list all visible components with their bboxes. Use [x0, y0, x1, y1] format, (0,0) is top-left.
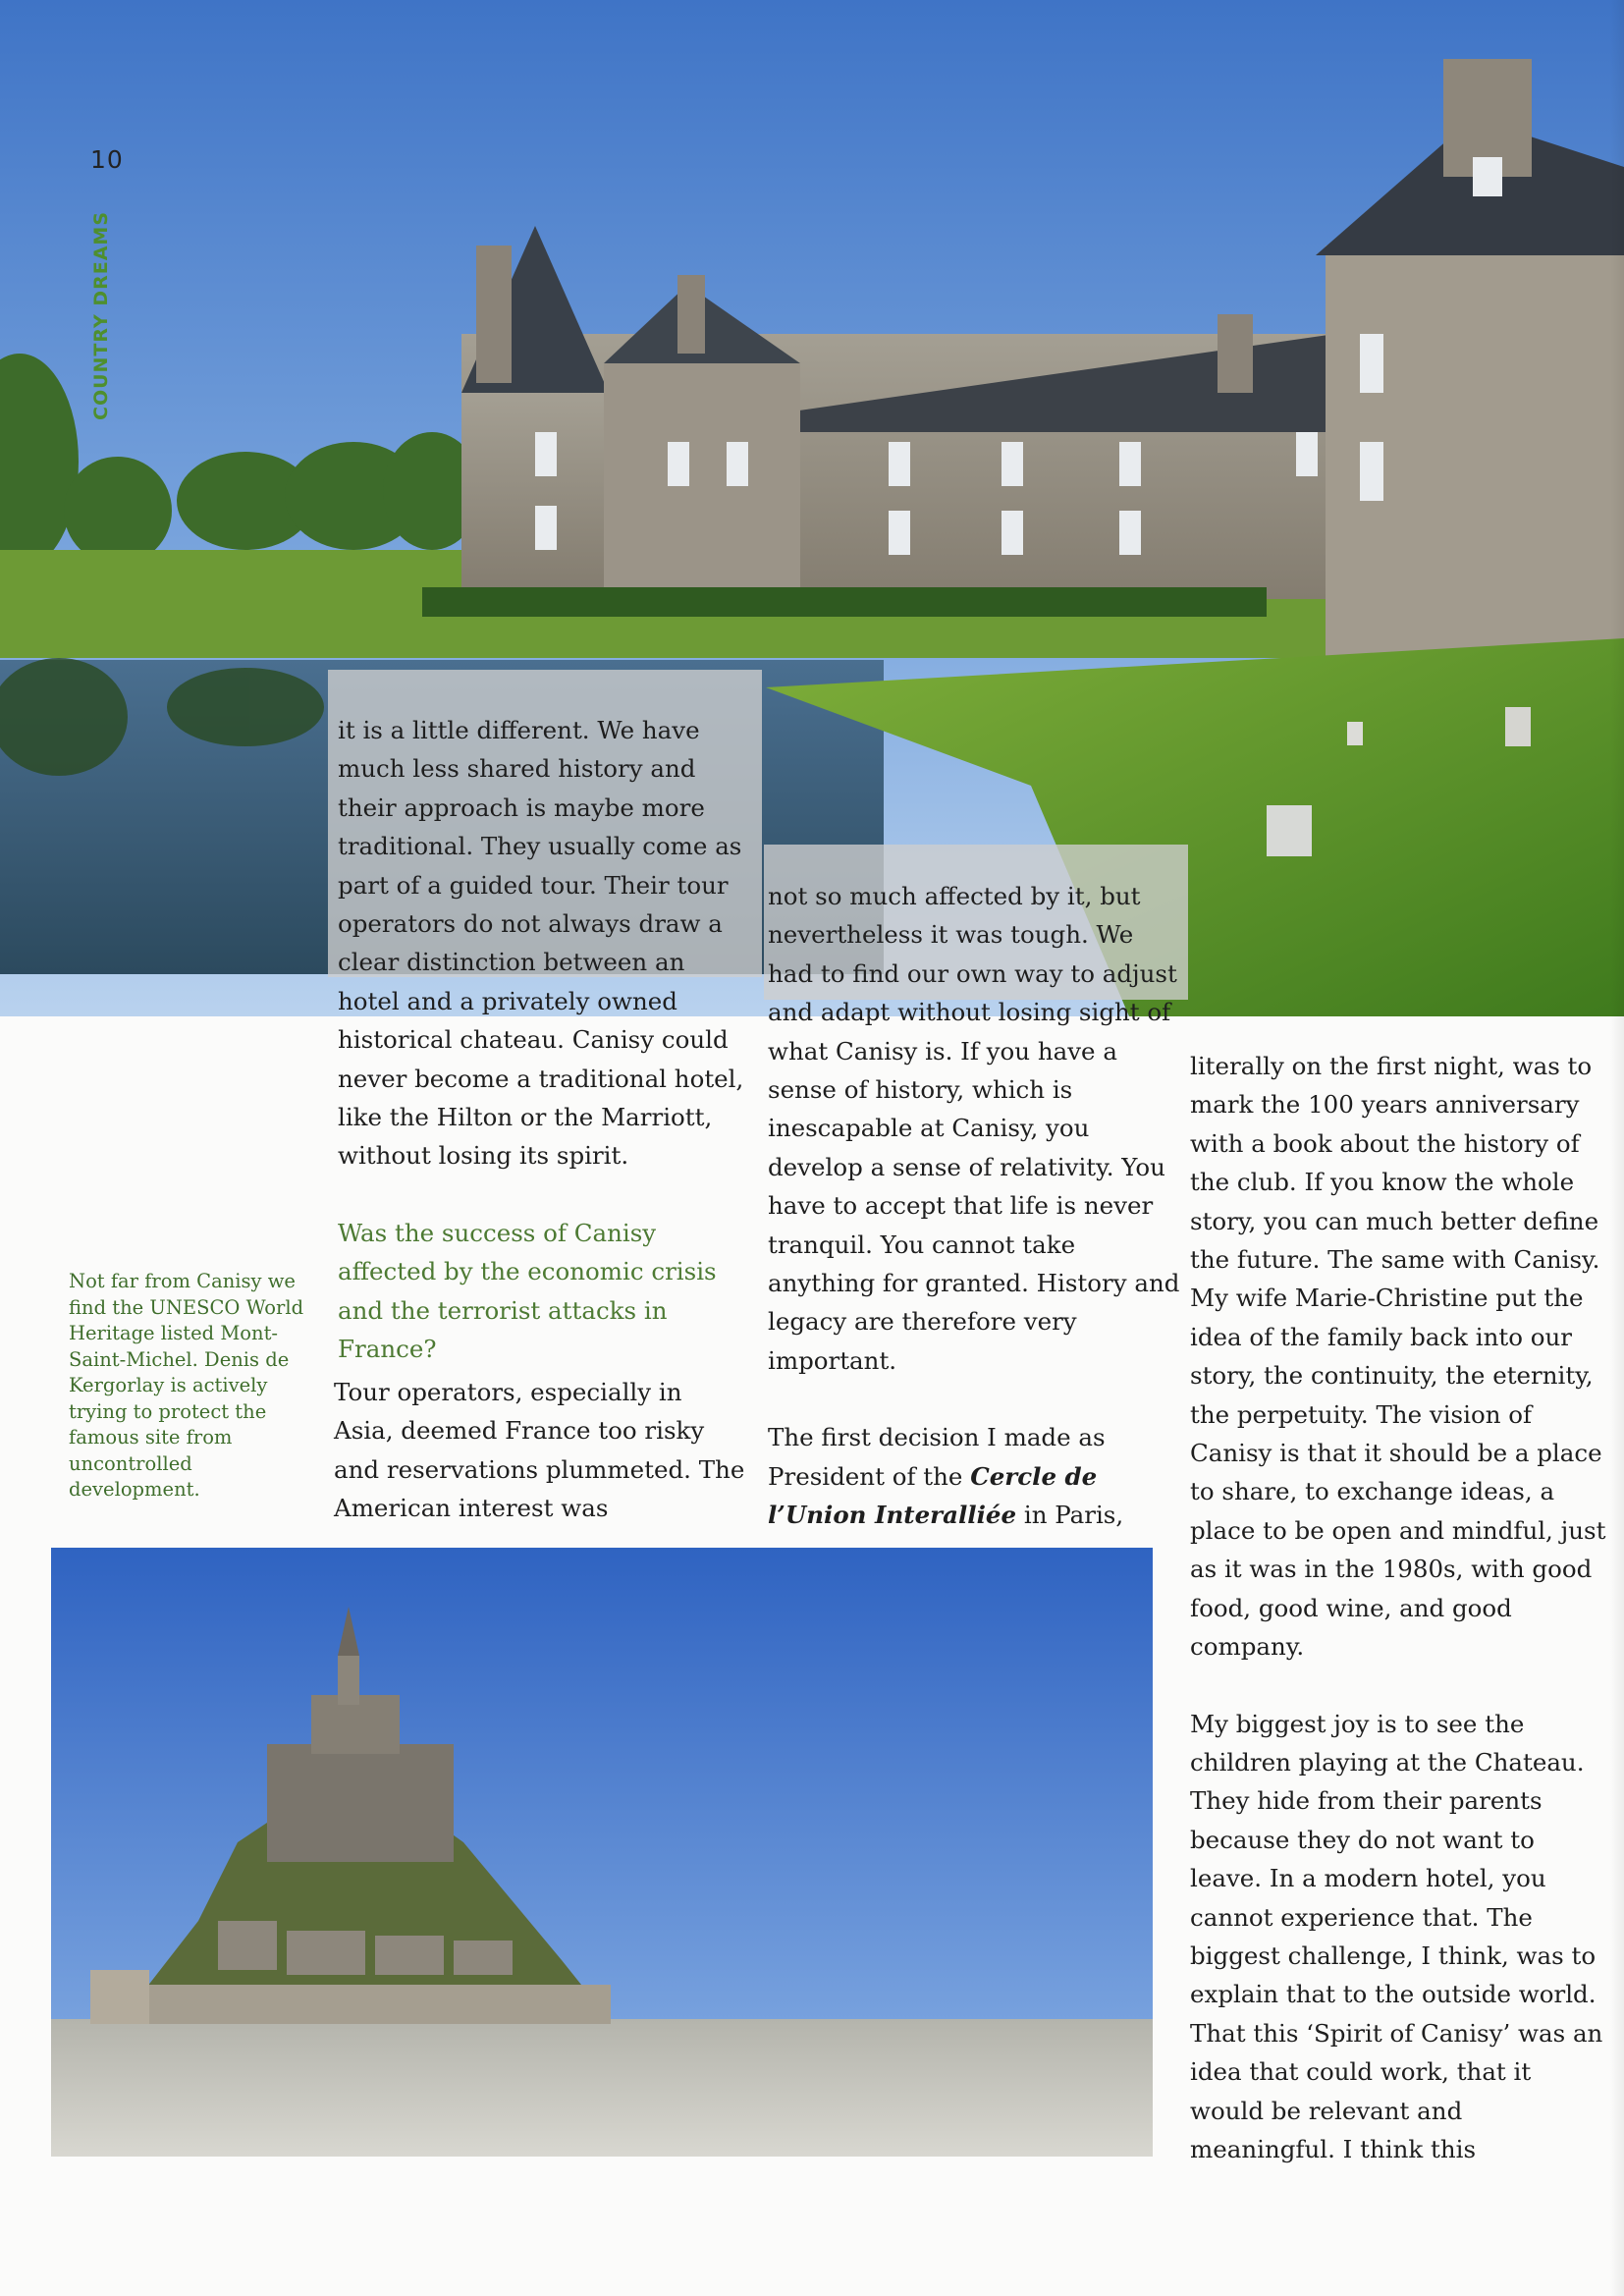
paragraph: Tour operators, especially in Asia, deemed France too risky and reservations plummeted. The American interest was [334, 1378, 745, 1523]
paragraph: not so much affected by it, but nevertheless it was tough. We had to find our own way to adjust and adapt without losing sight of what Canisy is. If you have a sense of history, which is inescapable at Canisy, you develop a sense of relativity. You have to accept that life is never tranquil. You cannot take anything for granted. History and legacy are therefore very important. [768, 882, 1180, 1375]
paragraph: it is a little different. We have much less shared history and their approach is maybe more traditional. They usually come as part of a guided tour. Their tour operators do not always draw a clear distinction between an hotel and a privately owned historical chateau. Canisy could never become a traditional hotel, like the Hilton or the Marriott, without losing its spirit. [338, 716, 744, 1171]
section-label-text: COUNTRY DREAMS [90, 210, 112, 420]
article-column-3 [1190, 1047, 1612, 2168]
page-edge-shadow [1610, 0, 1624, 2296]
paragraph [768, 1418, 1180, 1534]
interview-question: Was the success of Canisy affected by the economic crisis and the terrorist attacks in France? [338, 1218, 717, 1364]
club-name: Cercle de l’Union Interalliée [768, 1461, 1098, 1530]
page-number: 10 [90, 145, 124, 174]
paragraph: literally on the first night, was to mark the 100 years anniversary with a book about the history of the club. If you know the whole story, you can much better define the future. The same with Canisy. My wife Marie-Christine put the idea of the family back into our story, the continuity, the eternity, the perpetuity. The vision of Canisy is that it should be a place to share, to exchange ideas, a place to be open and mindful, just as it was in the 1980s, with good food, good wine, and good company. [1190, 1052, 1606, 1662]
article-column-1 [338, 711, 750, 1369]
text-run: The first decision I made as President of the [768, 1423, 1106, 1491]
photo-caption: Not far from Canisy we find the UNESCO World Heritage listed Mont-Saint-Michel. Denis de Kergorlay is actively trying to protect the famous site from uncontrolled development. [69, 1270, 304, 1501]
article-column-2 [768, 877, 1180, 1535]
article-column-1-lower [334, 1373, 746, 1528]
mont-saint-michel-photo [51, 1548, 1153, 2157]
text-run: in Paris, [1016, 1501, 1124, 1530]
paragraph: My biggest joy is to see the children playing at the Chateau. They hide from their parents because they do not want to leave. In a modern hotel, you cannot experience that. The biggest challenge, I think, was to explain that to the outside world. That this ‘Spirit of Canisy’ was an idea that could work, that it would be relevant and meaningful. I think this [1190, 1709, 1603, 2163]
section-label [90, 194, 120, 420]
